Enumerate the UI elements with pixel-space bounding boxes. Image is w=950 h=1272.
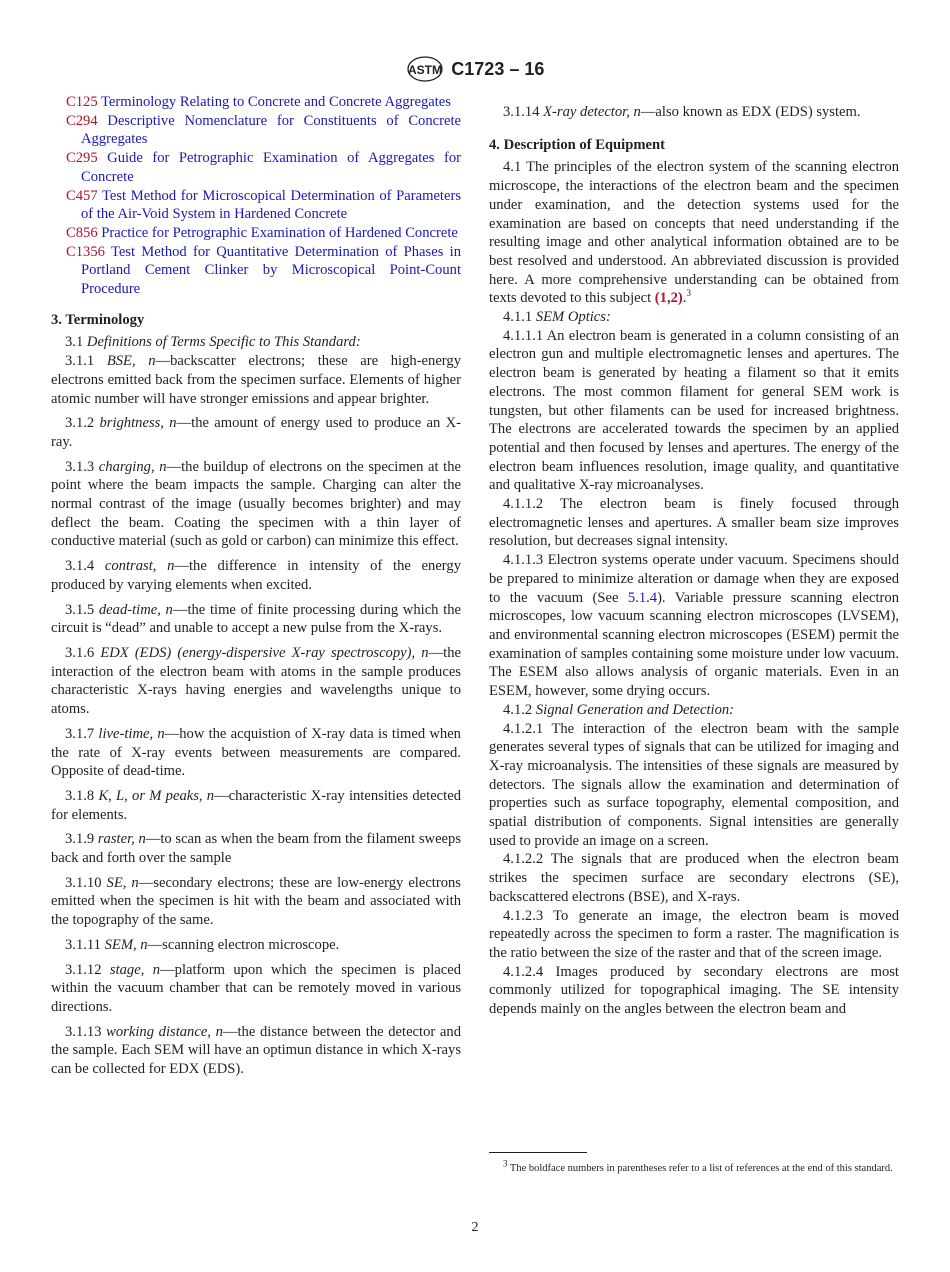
definition-number: 3.1.13 (65, 1023, 102, 1040)
reference-item[interactable] (51, 187, 461, 224)
astm-logo (406, 55, 444, 83)
reference-item[interactable] (51, 93, 461, 112)
definition-number: 3.1.2 (65, 415, 95, 432)
reference-item[interactable] (51, 224, 461, 243)
paragraph-text: 4.1.1.1 An electron beam is generated in a column consisting of an electron gun and multiple electromagnetic lenses and apertures. The electron beam is generated by heating a filament so that it emits electrons. The most common filament for general SEM work is tungsten, but other filaments can be used for increased brightness. The electrons are accelerated towards the specimen by an applied potential and then focused by lenses and apertures. The energy of the electron beam influences resolution, image quality, and quantitative and qualitative X-ray microanalyses. (489, 327, 899, 494)
page-header (0, 55, 950, 83)
definition-item (51, 352, 461, 408)
reference-item[interactable] (51, 243, 461, 299)
paragraph-text: 4.1.1.2 The electron beam is finely focused through electromagnetic lenses and apertures. A smaller beam size improves resolution, but decreases signal intensity. (489, 496, 899, 550)
definition-text: —characteristic X-ray intensities detected for elements. (51, 787, 461, 823)
paragraph-text: 4.1.2.3 To generate an image, the electron beam is moved repeatedly across the specimen to form a raster. The magnification is the ratio between the size of the raster and that of the screen image. (489, 907, 899, 961)
definition-text: —the amount of energy used to produce an X-ray. (51, 415, 461, 450)
footnote: $^3$ The boldface numbers in parentheses refer to a list of references at the end of this standard. (503, 1158, 893, 1174)
paragraph-text: 4.1.2.1 The interaction of the electron beam with the sample generates several types of signals that can be utilized for imaging and X-ray microanalysis. The intensities of these signals are measured by detectors. The signals allow the examination and determination of properties such as surface topography, elemental composition, and spatial distribution of components. Signal intensities are generally used to provide an image on a screen. (489, 720, 899, 849)
definition-item (51, 936, 461, 955)
defined-term: brightness, n (99, 415, 177, 432)
defined-term: raster, n (97, 831, 146, 848)
reference-code[interactable]: C125 (66, 94, 98, 110)
paragraph (489, 327, 899, 495)
section-3-heading: 3. Terminology (51, 311, 145, 328)
reference-title[interactable]: Terminology Relating to Concrete and Concrete Aggregates (101, 94, 451, 110)
reference-title[interactable]: Descriptive Nomenclature for Constituents of Concrete Aggregates (81, 112, 461, 148)
definition-item (51, 787, 461, 824)
definition-number: 3.1.10 (65, 874, 102, 891)
paragraph (489, 907, 899, 963)
defined-term: SEM, n (104, 936, 148, 953)
definition-item (489, 103, 899, 122)
definition-intro: 3.1 Definitions of Terms Specific to This Standard: (65, 334, 361, 351)
paragraph-text: . (682, 290, 687, 307)
definition-number: 3.1.9 (65, 831, 95, 848)
defined-term: X-ray detector, n (543, 104, 641, 120)
reference-title[interactable]: Test Method for Microscopical Determination of Parameters of the Air-Void System in Hardened Concrete (81, 187, 461, 223)
definition-item (51, 725, 461, 781)
definition-text: —also known as EDX (EDS) system. (640, 104, 861, 120)
page-number: 2 (471, 1220, 479, 1235)
definition-item (51, 961, 461, 1017)
subsection-title: Signal Generation and Detection: (535, 701, 735, 718)
definitions-list (51, 352, 461, 1079)
reference-code[interactable]: C294 (66, 112, 98, 129)
definition-number: 3.1.6 (65, 644, 95, 661)
definition-number: 3.1.11 (65, 936, 101, 953)
definition-number: 3.1.1 (65, 353, 95, 370)
footnote-rule (489, 1152, 587, 1153)
definition-item (51, 601, 461, 638)
designation: C1723 – 16 (451, 58, 545, 79)
definition-item (51, 874, 461, 930)
reference-title[interactable]: Guide for Petrographic Examination of Aggregates for Concrete (81, 150, 461, 185)
definition-item (51, 414, 461, 451)
footnote-ref[interactable]: 3 (686, 288, 691, 299)
definition-text: —backscatter electrons; these are high-energy electrons emitted back from the specimen surface. Elements of higher atomic number will have stronger emissions and appear brighter. (51, 353, 461, 407)
defined-term: K, L, or M peaks, n (98, 787, 215, 804)
paragraph-text: ). Variable pressure scanning electron microscopes, low vacuum scanning electron microscopes (LVSEM), and environmental scanning electron microscopes (ESEM) permit the examination of samples containing some moisture under low vacuum. The ESEM also allows analysis of organic materials. Even in an ESEM, however, some drying occurs. (489, 589, 899, 700)
paragraph-text: 4.1.1.3 Electron systems operate under vacuum. Specimens should be prepared to minimize alteration or damage when they are exposed to the vacuum (See (489, 552, 899, 606)
definition-text: —platform upon which the specimen is placed within the vacuum chamber that can be remotely moved in various directions. (51, 961, 462, 1015)
defined-term: BSE, n (106, 353, 156, 370)
defined-term: contrast, n (104, 558, 175, 575)
reference-code[interactable]: C457 (66, 187, 98, 204)
paragraph (489, 963, 899, 1019)
paragraph (489, 701, 899, 720)
definition-item (51, 1023, 461, 1079)
definitions-list-continued (489, 103, 899, 122)
definition-item (51, 557, 461, 594)
definition-number: 3.1.4 (65, 558, 95, 575)
section-4-body (489, 158, 899, 1018)
right-column (489, 93, 899, 1019)
definition-item (51, 830, 461, 867)
definition-text: —how the acquistion of X-ray data is timed when the rate of X-ray events between measurements are compared. Opposite of dead-time. (51, 725, 461, 780)
definition-text: —secondary electrons; these are low-energy electrons emitted when the specimen is hit with the beam and associated with the topography of the same. (51, 874, 461, 929)
definition-text: —the buildup of electrons on the specimen at the point where the beam impacts the sample. Charging can alter the normal contrast of the image (usually becomes brighter) and may deflect the beam. Coating the specimen with a thin layer of conductive material (such as gold or carbon) can minimize this effect. (51, 458, 462, 550)
reference-title[interactable]: Practice for Petrographic Examination of Hardened Concrete (101, 224, 458, 241)
definition-item (51, 644, 461, 719)
reference-code[interactable]: C295 (66, 150, 98, 167)
subsection-title: SEM Optics: (535, 309, 611, 326)
paragraph-text: 4.1.2 (503, 701, 536, 718)
definition-number: 3.1.3 (65, 458, 95, 475)
definition-number: 3.1.5 (65, 601, 95, 618)
defined-term: stage, n (109, 961, 161, 978)
defined-term: live-time, n (98, 725, 165, 742)
citation-ref[interactable]: 2 (670, 290, 678, 307)
citation-ref: ( (654, 290, 660, 307)
referenced-documents (51, 93, 461, 299)
reference-title[interactable]: Test Method for Quantitative Determination of Phases in Portland Cement Clinker by Microscopical Point-Count Procedure (81, 243, 461, 298)
defined-term: charging, n (98, 458, 167, 475)
definition-item (51, 458, 461, 552)
paragraph (489, 308, 899, 327)
defined-term: EDX (EDS) (energy-dispersive X-ray spectroscopy), n (100, 644, 429, 661)
paragraph-text: 4.1.2.4 Images produced by secondary electrons are most commonly utilized for topographical imaging. The SE intensity depends mainly on the angles between the electron beam and (489, 963, 899, 1018)
svg-text:ASTM: ASTM (407, 63, 442, 77)
reference-item[interactable] (51, 149, 461, 186)
paragraph-text: 4.1.1 (503, 309, 536, 326)
definition-number: 3.1.14 (503, 104, 540, 120)
definition-number: 3.1.12 (65, 961, 102, 978)
citation-ref[interactable]: 1 (659, 290, 667, 307)
section-link[interactable]: 5.1.4 (627, 589, 658, 606)
citation-ref: ) (677, 290, 683, 307)
definition-number: 3.1.7 (65, 725, 95, 742)
definition-text: —the distance between the detector and the sample. Each SEM will have an optimun distance in which X-rays can be collected for EDX (EDS). (51, 1023, 461, 1078)
citation-ref: , (666, 290, 671, 307)
definition-text: —the difference in intensity of the energy produced by varying elements when excited. (51, 558, 462, 593)
reference-code[interactable]: C1356 (66, 243, 105, 260)
reference-code[interactable]: C856 (66, 224, 98, 241)
definition-text: —the interaction of the electron beam with atoms in the sample produces characteristic X-rays having energies and wavelengths unique to atoms. (51, 644, 461, 718)
paragraph-text: 4.1.2.2 The signals that are produced when the electron beam strikes the specimen surface are secondary electrons (SE), backscattered electrons (BSE), and X-rays. (489, 851, 899, 905)
left-column (51, 93, 461, 1079)
paragraph-text: 4.1 The principles of the electron system of the scanning electron microscope, the interactions of the electron beam and the specimen under examination, and the detection systems used for the examination are based on concepts that need understanding if the resulting image and other analytical information obtained are to be best resolved and understood. An abbreviated discussion is provided here. A more comprehensive understanding can be obtained from texts devoted to this subject (489, 159, 899, 307)
paragraph (489, 495, 899, 551)
paragraph (489, 850, 899, 906)
paragraph (489, 158, 899, 308)
definition-text: —to scan as when the beam from the filament sweeps back and forth over the sample (51, 831, 461, 867)
definition-text: —the time of finite processing during which the circuit is “dead” and unable to accept a new pulse from the X-rays. (51, 601, 461, 637)
defined-term: working distance, n (106, 1023, 223, 1040)
paragraph (489, 551, 899, 701)
defined-term: SE, n (106, 874, 139, 891)
definition-number: 3.1.8 (65, 787, 95, 804)
paragraph (489, 720, 899, 851)
reference-item[interactable] (51, 112, 461, 149)
defined-term: dead-time, n (98, 601, 173, 618)
section-4-heading: 4. Description of Equipment (489, 136, 665, 153)
definition-text: —scanning electron microscope. (147, 936, 340, 953)
